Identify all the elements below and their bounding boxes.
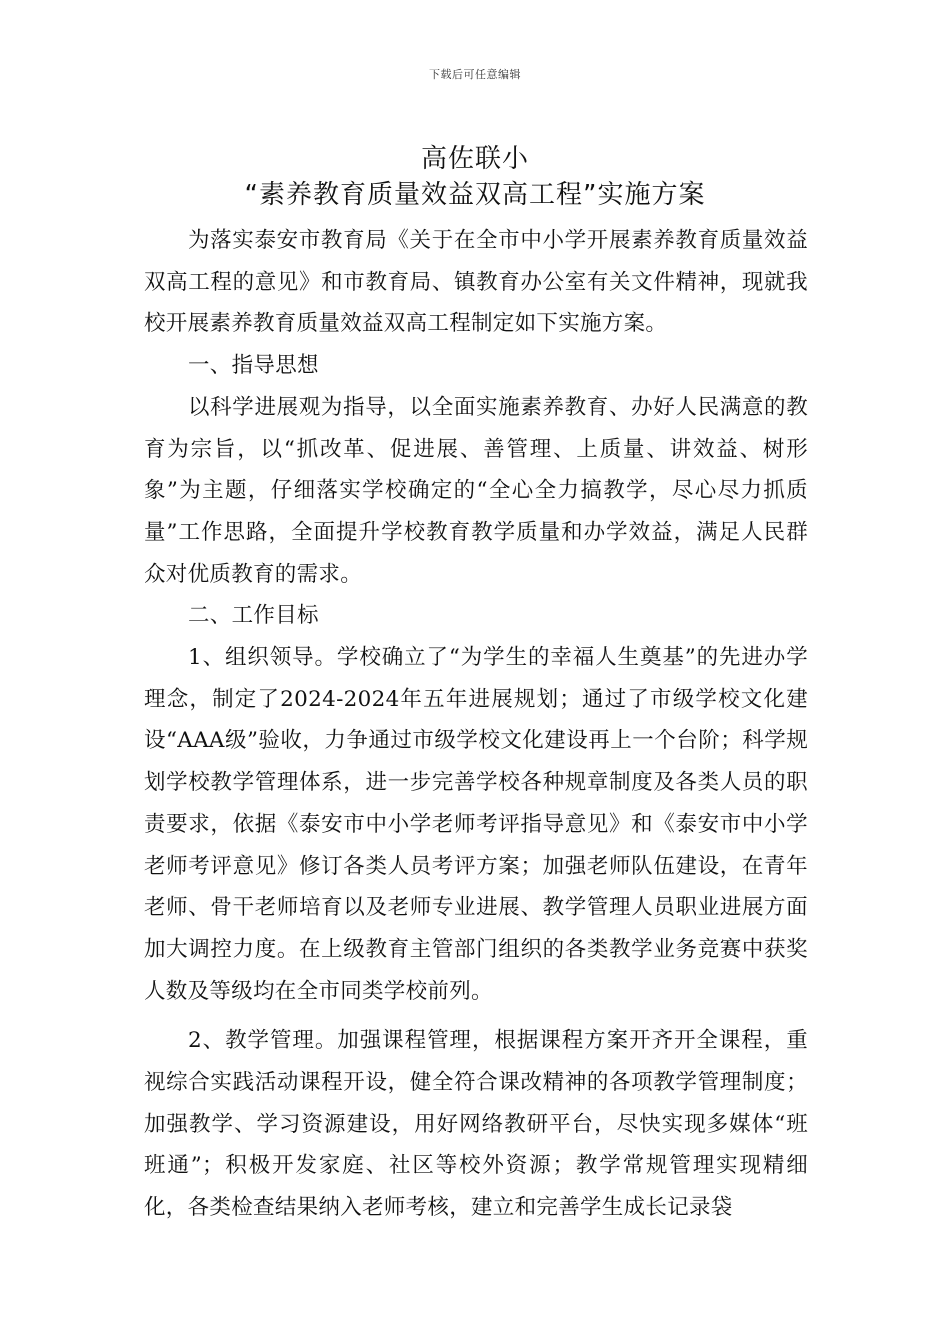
document-subtitle: “素养教育质量效益双高工程”实施方案: [244, 180, 706, 210]
section-heading-work-goals: 二、工作目标: [188, 603, 319, 629]
goal-teaching-management-paragraph: 2、教学管理。加强课程管理，根据课程方案开齐开全课程，重视综合实践活动课程开设，健全符合课改精神的各项教学管理制度；加强教学、学习资源建设，用好网络教研平台，尽快实现多媒体“班班通”；积极开发家庭、社区等校外资源；教学常规管理实现精细化，各类检查结果纳入老师考核，建立和完善学生成长记录袋: [144, 1028, 808, 1221]
document-title: 高佐联小: [420, 144, 529, 174]
section-heading-guiding-thought: 一、指导思想: [188, 353, 319, 379]
guiding-thought-paragraph: 以科学进展观为指导，以全面实施素养教育、办好人民满意的教育为宗旨，以“抓改革、促进展、善管理、上质量、讲效益、树形象”为主题，仔细落实学校确定的“全心全力搞教学，尽心尽力抓质量”工作思路，全面提升学校教育教学质量和办学效益，满足人民群众对优质教育的需求。: [144, 394, 808, 587]
intro-paragraph: 为落实泰安市教育局《关于在全市中小学开展素养教育质量效益双高工程的意见》和市教育局、镇教育办公室有关文件精神，现就我校开展素养教育质量效益双高工程制定如下实施方案。: [144, 228, 808, 337]
goal-organization-paragraph: 1、组织领导。学校确立了“为学生的幸福人生奠基”的先进办学理念，制定了2024-2024年五年进展规划；通过了市级学校文化建设“AAA级”验收，力争通过市级学校文化建设再上一个台阶；科学规划学校教学管理体系，进一步完善学校各种规章制度及各类人员的职责要求，依据《泰安市中小学老师考评指导意见》和《泰安市中小学老师考评意见》修订各类人员考评方案；加强老师队伍建设，在青年老师、骨干老师培育以及老师专业进展、教学管理人员职业进展方面加大调控力度。在上级教育主管部门组织的各类教学业务竞赛中获奖人数及等级均在全市同类学校前列。: [144, 645, 808, 1004]
document-body: [144, 220, 808, 1229]
header-note: 下载后可任意编辑: [429, 68, 521, 81]
